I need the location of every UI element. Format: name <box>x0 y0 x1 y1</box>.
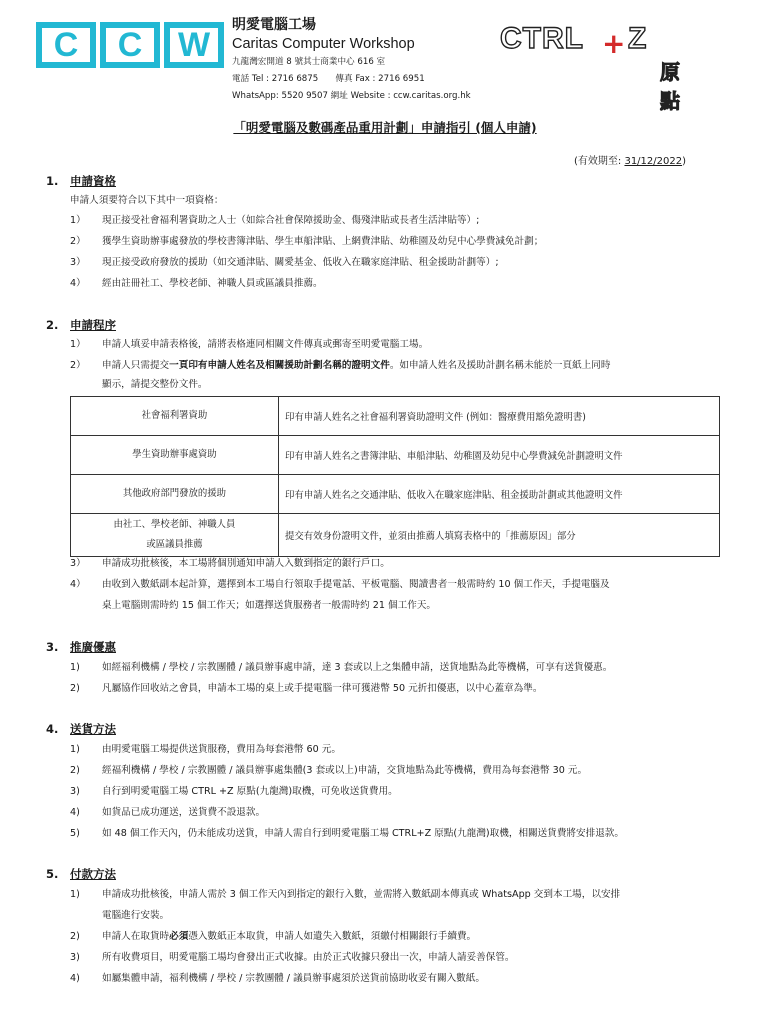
list-item-text: 申請成功批核後，本工場將個別通知申請人入數到指定的銀行戶口。 <box>102 558 390 569</box>
list-item-text: 由明愛電腦工場提供送貨服務，費用為每套港幣 60 元。 <box>102 744 341 755</box>
list-item-number: 2） <box>70 236 86 247</box>
ctrl-z-z: Z <box>628 22 648 55</box>
list-item-text: 所有收費項目，明愛電腦工場均會發出正式收據。由於正式收據只發出一次，申請人請妥善保管。 <box>102 952 515 963</box>
list-item-text: 如 48 個工作天內，仍未能成功送貨，申請人需自行到明愛電腦工場 CTRL+Z 原點(九龍灣)取機，相關送貨費將安排退款。 <box>102 828 624 839</box>
logo-letter-c2: C <box>100 22 160 68</box>
table-row <box>71 436 720 475</box>
list-item <box>70 235 543 249</box>
list-item-text: 自行到明愛電腦工場 CTRL +Z 原點(九龍灣)取機，可免收送貨費用。 <box>102 786 398 797</box>
list-item-number: 1) <box>70 889 80 900</box>
list-item-text-post: 。如申請人姓名及援助計劃名稱未能於一頁紙上同時 <box>389 360 611 371</box>
list-item <box>70 785 398 799</box>
list-item-text: 申請人填妥申請表格後，請將表格連同相關文件傳真或郵寄至明愛電腦工場。 <box>102 339 429 350</box>
list-item <box>70 682 542 696</box>
list-item-continuation: 桌上電腦則需時約 15 個工作天；如選擇送貨服務者一般需時約 21 個工作天。 <box>102 600 437 611</box>
table-cell-category-line2: 或區議員推薦 <box>146 539 203 550</box>
list-item-number: 2） <box>70 360 86 371</box>
list-item-number: 2) <box>70 683 80 694</box>
table-row <box>71 514 720 557</box>
list-item-text: 經福利機構 / 學校 / 宗教團體 / 議員辦事處集體(3 套或以上)申請，交貨地點為此等機構，費用為每套港幣 30 元。 <box>102 765 588 776</box>
list-item <box>70 359 610 373</box>
section-number: 3. <box>46 640 59 654</box>
org-name-en: Caritas Computer Workshop <box>232 36 415 52</box>
list-item <box>70 743 341 757</box>
ctrl-z-logo-text: CTRL <box>500 22 584 55</box>
table-row <box>71 397 720 436</box>
section-3-heading <box>46 639 116 655</box>
validity-suffix: ) <box>682 156 686 167</box>
ctrl-z-logo <box>500 22 690 113</box>
list-item-continuation: 電腦進行安裝。 <box>102 910 170 921</box>
list-item-number: 1) <box>70 744 80 755</box>
list-item-number: 2) <box>70 931 80 942</box>
section-1-heading <box>46 173 116 189</box>
section-1-intro: 申請人須要符合以下其中一項資格： <box>70 195 224 206</box>
section-2-heading <box>46 317 116 333</box>
list-item-number: 4) <box>70 807 80 818</box>
document-requirements-table <box>70 396 720 557</box>
list-item-text-pre: 申請人在取貨時 <box>102 931 170 942</box>
org-phone-fax: 電話 Tel : 2716 6875 傳真 Fax : 2716 6951 <box>232 74 425 84</box>
table-row <box>71 475 720 514</box>
section-label: 推廣優惠 <box>70 640 116 654</box>
list-item-number: 3) <box>70 952 80 963</box>
list-item <box>70 972 485 986</box>
list-item-number: 4) <box>70 973 80 984</box>
section-number: 4. <box>46 722 59 736</box>
table-cell-category: 其他政府部門發放的援助 <box>71 475 279 514</box>
list-item-text: 凡屬協作回收站之會員，申請本工場的桌上或手提電腦一律可獲港幣 50 元折扣優惠，以中心蓋章為準。 <box>102 683 543 694</box>
list-item-number: 1） <box>70 339 86 350</box>
logo-letter-c1: C <box>36 22 96 68</box>
list-item-text: 申請成功批核後，申請人需於 3 個工作天內到指定的銀行入數，並需將入數紙副本傳真或 WhatsApp 交到本工場，以安排 <box>102 889 621 900</box>
table-cell-category: 社會福利署資助 <box>71 397 279 436</box>
list-item <box>70 930 476 944</box>
table-cell-document: 印有申請人姓名之社會福利署資助證明文件 (例如：醫療費用豁免證明書) <box>279 397 720 436</box>
list-item-number: 1） <box>70 215 86 226</box>
list-item <box>70 578 610 592</box>
list-item <box>70 256 499 270</box>
org-address: 九龍灣宏開道 8 號其士商業中心 616 室 <box>232 57 386 67</box>
section-label: 付款方法 <box>70 867 116 881</box>
org-info <box>232 16 471 105</box>
section-label: 申請程序 <box>70 318 116 332</box>
list-item <box>70 764 587 778</box>
section-label: 送貨方法 <box>70 722 116 736</box>
list-item <box>70 661 612 675</box>
list-item-text: 獲學生資助辦事處發放的學校書簿津貼、學生車船津貼、上網費津貼、幼稚園及幼兒中心學費減免計劃； <box>102 236 544 247</box>
list-item-text: 如屬集體申請，福利機構 / 學校 / 宗教團體 / 議員辦事處須於送貨前協助收妥有關入數紙。 <box>102 973 485 984</box>
list-item-text: 如貨品已成功運送，送貨費不設退款。 <box>102 807 266 818</box>
list-item-number: 3） <box>70 257 86 268</box>
list-item-text: 現正接受社會福利署資助之人士（如綜合社會保障援助金、傷殘津貼或長者生活津貼等）; <box>102 215 480 226</box>
table-cell-document: 印有申請人姓名之交通津貼、低收入在職家庭津貼、租金援助計劃或其他證明文件 <box>279 475 720 514</box>
list-item-text-bold: 必須 <box>169 931 189 942</box>
list-item-text-pre: 申請人只需提交 <box>102 360 170 371</box>
list-item-text: 如經福利機構 / 學校 / 宗教團體 / 議員辦事處申請，達 3 套或以上之集體申請，送貨地點為此等機構，可享有送貨優惠。 <box>102 662 613 673</box>
list-item-text-bold: 一頁印有申請人姓名及相關援助計劃名稱的證明文件 <box>169 360 390 371</box>
section-label: 申請資格 <box>70 174 116 188</box>
section-number: 5. <box>46 867 59 881</box>
section-5-heading <box>46 866 116 882</box>
list-item-number: 4） <box>70 579 86 590</box>
list-item <box>70 214 479 228</box>
list-item <box>70 888 620 902</box>
section-4-heading <box>46 721 116 737</box>
ccw-logo <box>36 22 224 68</box>
table-cell-document: 印有申請人姓名之書簿津貼、車船津貼、幼稚園及幼兒中心學費減免計劃證明文件 <box>279 436 720 475</box>
list-item <box>70 338 428 352</box>
list-item-text: 現正接受政府發放的援助（如交通津貼、關愛基金、低收入在職家庭津貼、租金援助計劃等）; <box>102 257 499 268</box>
logo-letter-w: W <box>164 22 224 68</box>
list-item-text-post: 憑入數紙正本取貨，申請人如遺失入數紙，須繳付相關銀行手續費。 <box>188 931 477 942</box>
section-number: 1. <box>46 174 59 188</box>
org-whatsapp-web: WhatsApp: 5520 9507 網址 Website : ccw.caritas.org.hk <box>232 91 471 101</box>
page-title: 「明愛電腦及數碼產品重用計劃」申請指引 (個人申請) <box>233 120 537 135</box>
list-item <box>70 827 624 841</box>
list-item <box>70 951 515 965</box>
validity-note <box>574 152 686 167</box>
list-item <box>70 806 265 820</box>
ctrl-z-sub: 原點 <box>660 60 680 113</box>
table-cell-document: 提交有效身份證明文件，並須由推薦人填寫表格中的「推薦原因」部分 <box>279 514 720 557</box>
list-item-text: 經由註冊社工、學校老師、神職人員或區議員推薦。 <box>102 278 323 289</box>
list-item-continuation: 顯示，請提交整份文件。 <box>102 379 208 390</box>
list-item-text: 由收到入數紙副本起計算，選擇到本工場自行領取手提電話、平板電腦、閱讀書者一般需時約 10 個工作天，手提電腦及 <box>102 579 610 590</box>
validity-date: 31/12/2022 <box>624 156 683 167</box>
table-cell-category: 學生資助辦事處資助 <box>71 436 279 475</box>
list-item-number: 3) <box>70 786 80 797</box>
list-item-number: 5) <box>70 828 80 839</box>
table-cell-category <box>71 514 279 557</box>
table-cell-category-line1: 由社工、學校老師、神職人員 <box>113 519 236 530</box>
org-name-cn: 明愛電腦工場 <box>232 17 316 33</box>
ctrl-z-plus: + <box>602 27 626 60</box>
section-number: 2. <box>46 318 59 332</box>
list-item-number: 2) <box>70 765 80 776</box>
validity-prefix: (有效期至: <box>574 156 625 167</box>
list-item-number: 3） <box>70 558 86 569</box>
list-item <box>70 277 323 291</box>
list-item-number: 4） <box>70 278 86 289</box>
list-item <box>70 557 390 571</box>
list-item-number: 1) <box>70 662 80 673</box>
